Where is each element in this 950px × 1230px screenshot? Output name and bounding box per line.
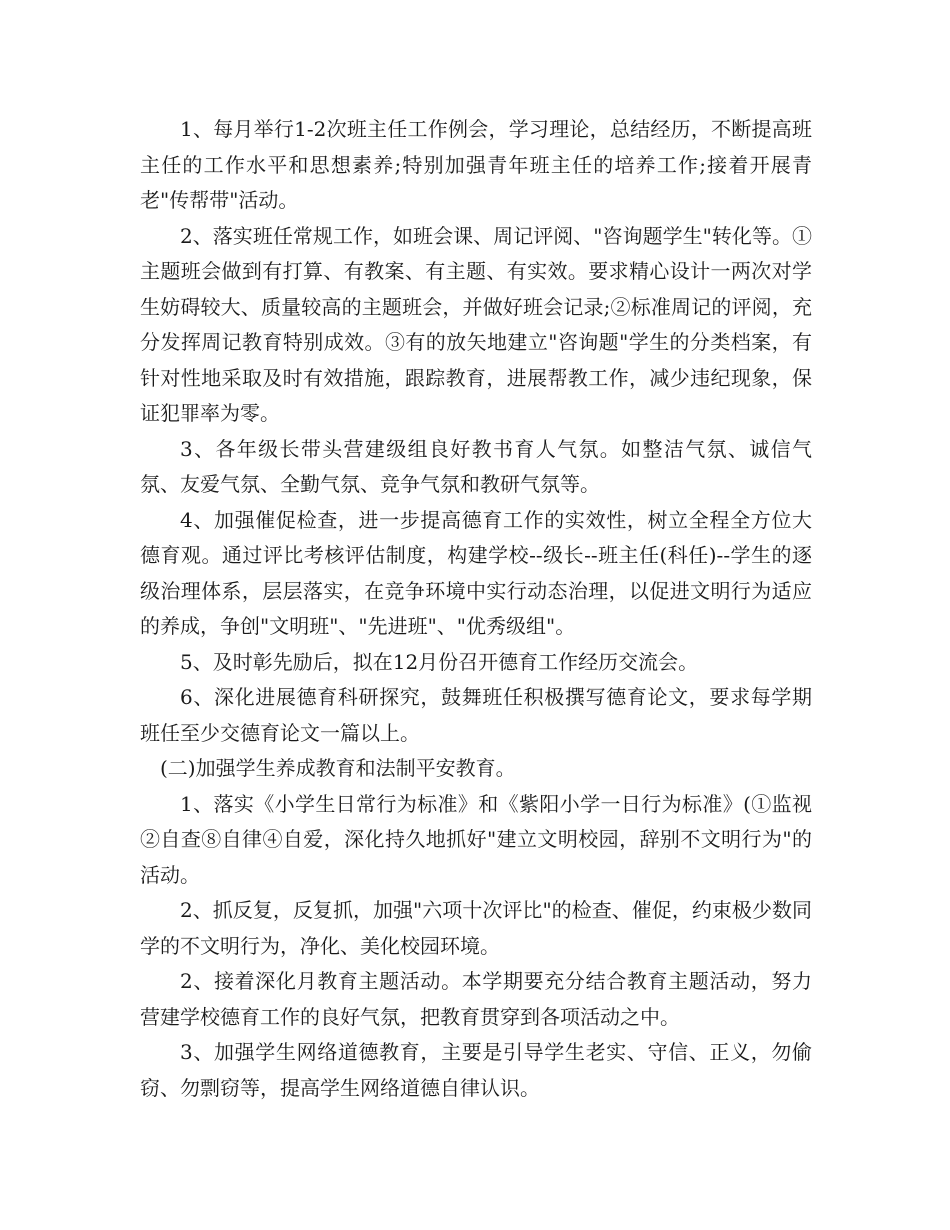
paragraph-research: 6、深化进展德育科研探究，鼓舞班任积极撰写德育论文，要求每学期班任至少交德育论文一篇以上。: [140, 685, 812, 745]
document-page: [140, 112, 812, 1106]
section-heading: (二)加强学生养成教育和法制平安教育。: [160, 756, 516, 780]
paragraph-exchange-meeting: 5、及时彰先励后，拟在12月份召开德育工作经历交流会。: [180, 649, 699, 674]
paragraph-inspection: 4、加强催促检查，进一步提高德育工作的实效性，树立全程全方位大德育观。通过评比考核评估制度，构建学校--级长--班主任(科任)--学生的逐级治理体系，层层落实，在竞争环境中实行动态治理，以促进文明行为适应的养成，争创"文明班"、"先进班"、"优秀级组"。: [140, 507, 812, 638]
paragraph-class-meeting: 1、每月举行1-2次班主任工作例会，学习理论，总结经历，不断提高班主任的工作水平和思想素养;特别加强青年班主任的培养工作;接着开展青老"传帮带"活动。: [140, 117, 812, 212]
paragraph-internet-ethics: 3、加强学生网络道德教育，主要是引导学生老实、守信、正义，勿偷窃、勿剽窃等，提高学生网络道德自律认识。: [140, 1040, 812, 1100]
paragraph-repeated-checks: 2、抓反复，反复抓，加强"六项十次评比"的检查、催促，约束极少数同学的不文明行为，净化、美化校园环境。: [140, 898, 812, 958]
paragraph-routine-work: 2、落实班任常规工作，如班会课、周记评阅、"咨询题学生"转化等。①主题班会做到有打算、有教案、有主题、有实效。要求精心设计一两次对学生妨碍较大、质量较高的主题班会，并做好班会记录;②标准周记的评阅，充分发挥周记教育特别成效。③有的放矢地建立"咨询题"学生的分类档案，有针对性地采取及时有效措施，跟踪教育，进展帮教工作，减少违纪现象，保证犯罪率为零。: [140, 223, 812, 425]
paragraph-behavior-standards: 1、落实《小学生日常行为标准》和《紫阳小学一日行为标准》(①监视②自查⑧自律④自爱，深化持久地抓好"建立文明校园，辞别不文明行为"的活动。: [140, 791, 812, 887]
paragraph-monthly-theme: 2、接着深化月教育主题活动。本学期要充分结合教育主题活动，努力营建学校德育工作的良好气氛，把教育贯穿到各项活动之中。: [140, 969, 812, 1029]
paragraph-grade-atmosphere: 3、各年级长带头营建级组良好教书育人气氛。如整洁气氛、诚信气氛、友爱气氛、全勤气氛、竞争气氛和教研气氛等。: [140, 436, 812, 496]
